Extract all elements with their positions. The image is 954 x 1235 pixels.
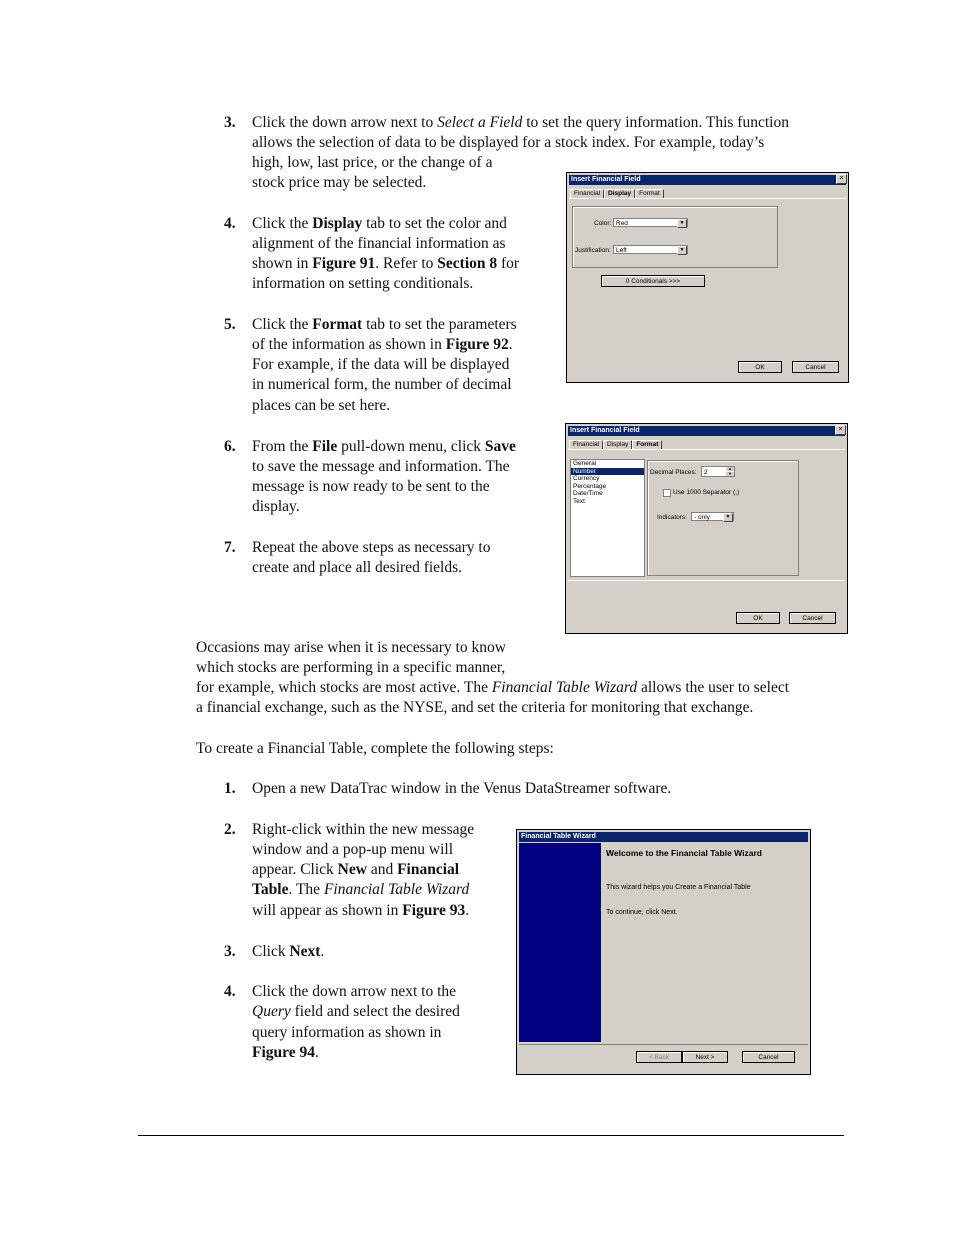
wizard-instruction: To continue, click Next. [606, 909, 678, 916]
step-5-number: 5. [224, 316, 236, 333]
step-6-number: 6. [224, 438, 236, 455]
intro-line-2: which stocks are performing in a specific manner, [196, 659, 506, 676]
spin-up-icon[interactable]: ▲ [726, 467, 734, 471]
decimal-places-label: Decimal Places: [650, 469, 697, 476]
step-3-line-4: stock price may be selected. [252, 174, 427, 191]
separator-label: Use 1000 Separator (,) [673, 489, 740, 496]
dropdown-arrow-icon[interactable]: ▼ [723, 513, 733, 522]
separator-line [519, 1044, 808, 1045]
dialog-title: Financial Table Wizard [519, 832, 808, 842]
step-b2-line-1: Right-click within the new message [252, 821, 475, 838]
indicators-label: Indicators: [657, 514, 687, 521]
list-item[interactable]: Percentage [573, 482, 607, 490]
step-5-line-4: in numerical form, the number of decimal [252, 376, 512, 393]
financial-table-wizard-dialog [516, 829, 811, 1075]
tab-format[interactable]: Format [632, 440, 662, 449]
step-5-line-3: For example, if the data will be displayed [252, 356, 510, 373]
step-b4-line-2: Query field and select the desired [252, 1003, 460, 1020]
dialog-title: Insert Financial Field [569, 175, 846, 185]
step-7-number: 7. [224, 539, 236, 556]
tab-panel-border [568, 449, 845, 450]
dropdown-arrow-icon[interactable]: ▼ [677, 246, 687, 255]
step-b4-line-1: Click the down arrow next to the [252, 983, 457, 1000]
tab-financial[interactable]: Financial [569, 440, 603, 449]
format-category-list[interactable] [570, 459, 645, 577]
tab-financial[interactable]: Financial [570, 189, 604, 198]
tab-strip [570, 189, 664, 198]
step-b3-line-1: Click Next. [252, 943, 325, 960]
step-4-number: 4. [224, 215, 236, 232]
insert-financial-field-dialog-display [566, 172, 849, 383]
cancel-button[interactable]: Cancel [789, 612, 836, 624]
step-5-line-1: Click the Format tab to set the parameters [252, 316, 517, 333]
intro-line-1: Occasions may arise when it is necessary to know [196, 639, 506, 656]
ok-button[interactable]: OK [738, 361, 782, 373]
step-6-line-2: to save the message and information. The [252, 458, 510, 475]
indicators-select[interactable]: - only ▼ [691, 512, 734, 521]
cancel-button[interactable]: Cancel [792, 361, 839, 373]
step-b4-line-3: query information as shown in [252, 1024, 442, 1041]
step-b3-number: 3. [224, 943, 236, 960]
step-6-line-1: From the File pull-down menu, click Save [252, 438, 516, 455]
tab-format[interactable]: Format [635, 189, 664, 198]
step-b2-line-5: will appear as shown in Figure 93. [252, 902, 470, 919]
tab-display[interactable]: Display [603, 440, 632, 449]
tab-display[interactable]: Display [604, 189, 635, 198]
wizard-banner-panel [519, 843, 601, 1042]
step-3-line-3: high, low, last price, or the change of a [252, 154, 493, 171]
color-select[interactable]: Red ▼ [613, 218, 688, 227]
wizard-heading: Welcome to the Financial Table Wizard [606, 848, 762, 858]
step-b1-number: 1. [224, 780, 236, 797]
step-4-line-3: shown in Figure 91. Refer to Section 8 for [252, 255, 520, 272]
step-4-line-2: alignment of the financial information as [252, 235, 506, 252]
intro-line-4: a financial exchange, such as the NYSE, and set the criteria for monitoring that exchange. [196, 699, 754, 716]
list-item[interactable]: General [573, 460, 597, 467]
step-4-line-1: Click the Display tab to set the color and [252, 215, 507, 232]
step-5-line-2: of the information as shown in Figure 92. [252, 336, 513, 353]
separator-line [568, 580, 845, 581]
justification-select[interactable]: Left ▼ [613, 245, 688, 254]
conditionals-button[interactable]: 0 Conditionals >>> [601, 275, 705, 287]
step-b2-number: 2. [224, 821, 236, 838]
dialog-title: Insert Financial Field [568, 426, 845, 436]
step-6-line-4: display. [252, 498, 300, 515]
step-7-line-2: create and place all desired fields. [252, 559, 462, 576]
step-b2-line-3: appear. Click New and Financial [252, 861, 460, 878]
step-b4-number: 4. [224, 983, 236, 1000]
list-item[interactable]: Currency [573, 475, 600, 482]
list-item[interactable]: Number [571, 468, 644, 476]
decimal-places-stepper[interactable]: 2 ▲ ▼ [701, 466, 735, 477]
close-icon[interactable]: × [836, 174, 847, 184]
insert-financial-field-dialog-format [565, 423, 848, 634]
close-icon[interactable]: × [835, 425, 846, 435]
step-b2-line-4: Table. The Financial Table Wizard [252, 881, 470, 898]
justification-label: Justification: [575, 247, 611, 254]
tab-strip [569, 440, 662, 449]
step-b1-line-1: Open a new DataTrac window in the Venus DataStreamer software. [252, 780, 672, 797]
footer-divider [138, 1135, 844, 1136]
ok-button[interactable]: OK [736, 612, 780, 624]
separator-checkbox[interactable] [663, 489, 671, 497]
step-3-line-1: Click the down arrow next to Select a Field to set the query information. This function [252, 114, 789, 131]
step-b4-line-4: Figure 94. [252, 1044, 319, 1061]
spin-down-icon[interactable]: ▼ [726, 472, 734, 476]
intro-line-5: To create a Financial Table, complete the following steps: [196, 740, 554, 757]
display-group [572, 206, 778, 268]
cancel-button[interactable]: Cancel [742, 1051, 795, 1063]
step-7-line-1: Repeat the above steps as necessary to [252, 539, 491, 556]
list-item[interactable]: Date/Time [573, 490, 603, 497]
dropdown-arrow-icon[interactable]: ▼ [677, 219, 687, 228]
list-item[interactable]: Text [573, 497, 585, 505]
step-6-line-3: message is now ready to be sent to the [252, 478, 490, 495]
step-3-number: 3. [224, 114, 236, 131]
step-3-line-2: allows the selection of data to be displayed for a stock index. For example, today’s [252, 134, 765, 151]
color-label: Color: [594, 220, 612, 227]
step-4-line-4: information on setting conditionals. [252, 275, 474, 292]
next-button[interactable]: Next > [682, 1051, 728, 1063]
tab-panel-border [569, 198, 846, 199]
step-b2-line-2: window and a pop-up menu will [252, 841, 454, 858]
intro-line-3: for example, which stocks are most active. The Financial Table Wizard allows the user to select [196, 679, 790, 696]
back-button[interactable]: < Back [636, 1051, 682, 1063]
wizard-description: This wizard helps you Create a Financial Table [606, 884, 751, 891]
step-5-line-5: places can be set here. [252, 397, 391, 414]
